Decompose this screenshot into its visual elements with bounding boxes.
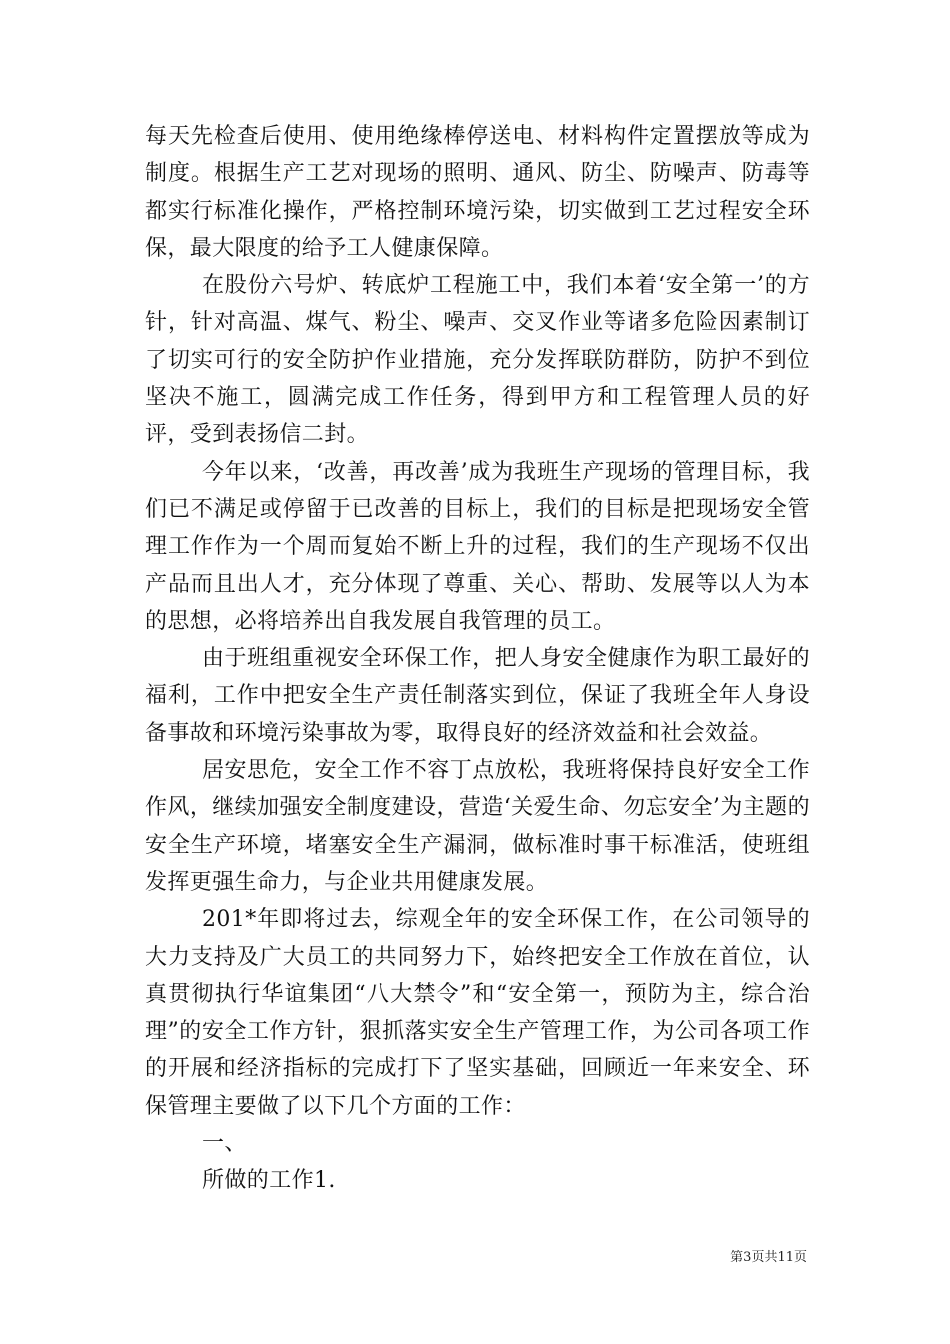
paragraph-4: 由于班组重视安全环保工作，把人身安全健康作为职工最好的福利，工作中把安全生产责任制落实到位，保证了我班全年人身设备事故和环境污染事故为零，取得良好的经济效益和社会效益。 (145, 646, 810, 746)
paragraph-3: 今年以来，‘改善，再改善’成为我班生产现场的管理目标，我们已不满足或停留于已改善的目标上，我们的目标是把现场安全管理工作作为一个周而复始不断上升的过程，我们的生产现场不仅出产品而且出人才，充分体现了尊重、关心、帮助、发展等以人为本的思想，必将培养出自我发展自我管理的员工。 (145, 459, 810, 634)
section-heading-1: 一、 (202, 1131, 247, 1157)
page-number-footer: 第3页共11页 (730, 1250, 807, 1265)
paragraph-2: 在股份六号炉、转底炉工程施工中，我们本着‘安全第一’的方针，针对高温、煤气、粉尘、噪声、交叉作业等诸多危险因素制订了切实可行的安全防护作业措施，充分发挥联防群防，防护不到位坚决不施工，圆满完成工作任务，得到甲方和工程管理人员的好评，受到表扬信二封。 (145, 273, 810, 448)
paragraph-6: 201*年即将过去，综观全年的安全环保工作，在公司领导的大力支持及广大员工的共同努力下，始终把安全工作放在首位，认真贯彻执行华谊集团“八大禁令”和“安全第一，预防为主，综合治理”的安全工作方针，狠抓落实安全生产管理工作，为公司各项工作的开展和经济指标的完成打下了坚实基础，回顾近一年来安全、环保管理主要做了以下几个方面的工作： (145, 907, 810, 1119)
paragraph-7: 所做的工作1. (202, 1168, 336, 1194)
paragraph-5: 居安思危，安全工作不容丁点放松，我班将保持良好安全工作作风，继续加强安全制度建设，营造‘关爱生命、勿忘安全’为主题的安全生产环境，堵塞安全生产漏洞，做标准时事干标准活，使班组发挥更强生命力，与企业共用健康发展。 (145, 758, 810, 895)
document-body (145, 118, 810, 1200)
paragraph-1: 每天先检查后使用、使用绝缘棒停送电、材料构件定置摆放等成为制度。根据生产工艺对现场的照明、通风、防尘、防噪声、防毒等都实行标准化操作，严格控制环境污染，切实做到工艺过程安全环保，最大限度的给予工人健康保障。 (145, 124, 810, 261)
